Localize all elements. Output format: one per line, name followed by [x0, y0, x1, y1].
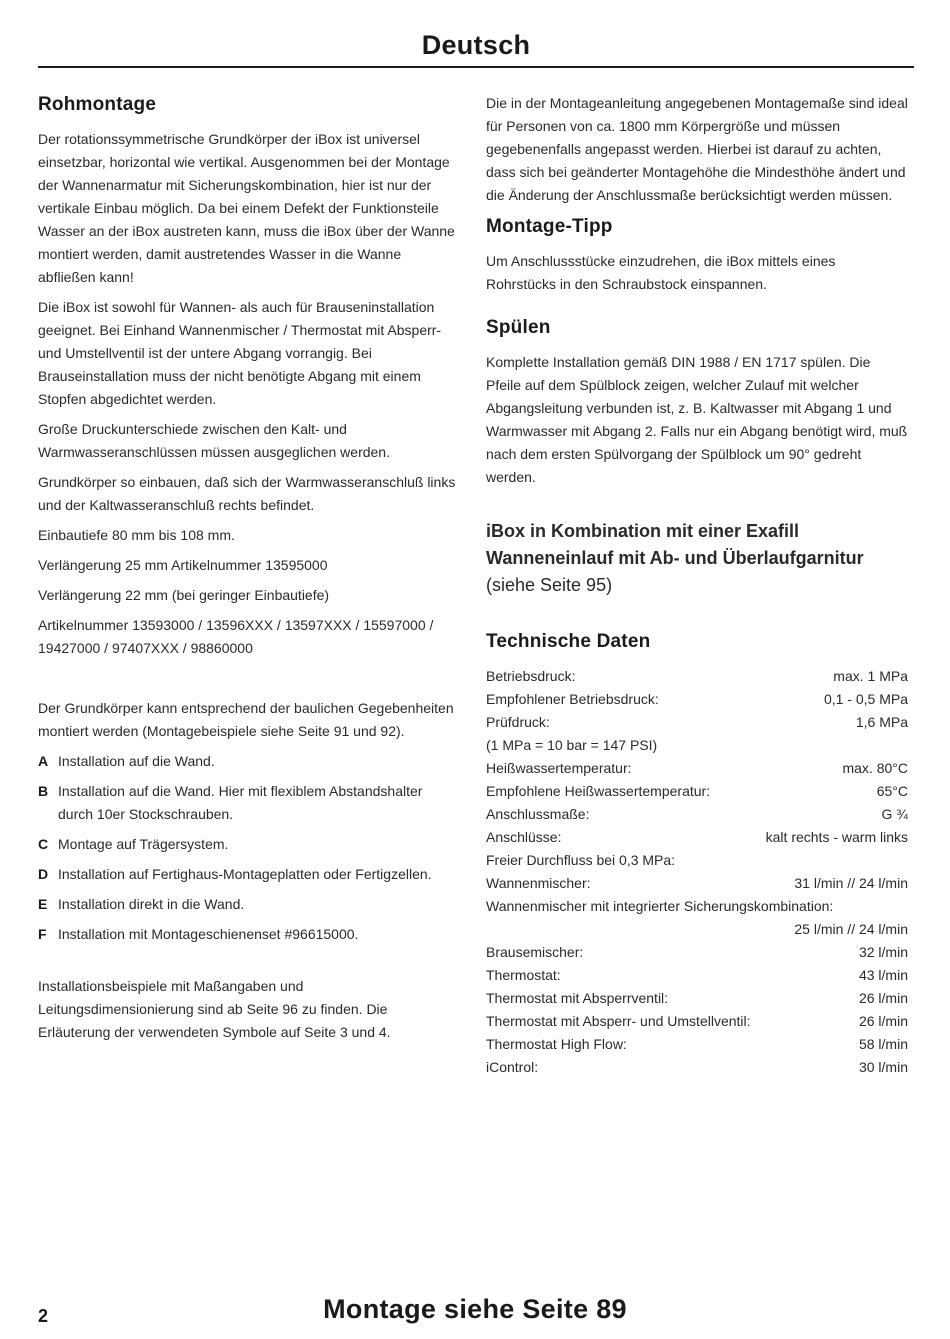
montagemasse-paragraph: Die in der Montageanleitung angegebenen Montagemaße sind ideal für Personen von ca. 1800 mm Körpergröße und müssen gegebenenfalls angepasst werden. Hierbei ist darauf zu achten, dass sich bei geänderter Montagehöhe die Mindesthöhe ändert und die Änderung der Anschlussmaße berücksichtigt werden müssen. — [486, 95, 908, 203]
tech-label: Thermostat mit Absperrventil: — [486, 990, 669, 1006]
tech-value: 43 l/min — [858, 967, 908, 983]
tech-value: 1,6 MPa — [855, 714, 908, 730]
table-row — [486, 826, 908, 849]
tech-label: Anschlussmaße: — [486, 806, 590, 822]
tech-label: Betriebsdruck: — [486, 668, 576, 684]
list-letter: F — [38, 926, 47, 942]
installation-list — [38, 750, 458, 946]
spuelen-heading: Spülen — [486, 317, 551, 338]
list-text: Installation auf Fertighaus-Montageplatten oder Fertigzellen. — [58, 866, 432, 882]
tech-label: Anschlüsse: — [486, 829, 562, 845]
table-row — [486, 780, 908, 803]
artikelnummern-text: Artikelnummer 13593000 / 13596XXX / 13597XXX / 15597000 / 19427000 / 97407XXX / 98860000 — [38, 617, 434, 656]
spacer — [486, 303, 908, 315]
tech-label: Wannenmischer: — [486, 875, 591, 891]
spacer — [38, 667, 458, 697]
tech-value: G ¾ — [881, 806, 908, 822]
spacer — [38, 953, 458, 975]
list-text: Installation auf die Wand. Hier mit flexiblem Abstandshalter durch 10er Stockschrauben. — [58, 783, 423, 822]
tech-label: Empfohlene Heißwassertemperatur: — [486, 783, 711, 799]
rohmontage-heading: Rohmontage — [38, 94, 157, 115]
tech-value: max. 1 MPa — [833, 668, 908, 684]
tech-note: (1 MPa = 10 bar = 147 PSI) — [486, 737, 658, 753]
list-item — [38, 863, 458, 886]
page-header — [38, 24, 914, 68]
tech-label: Wannenmischer mit integrierter Sicherungskombination: — [486, 898, 834, 914]
table-row — [486, 964, 908, 987]
left-column — [38, 92, 458, 1051]
list-item — [38, 780, 458, 826]
page-title: Deutsch — [421, 30, 531, 60]
tech-label: Thermostat: — [486, 967, 561, 983]
montage-tipp-heading: Montage-Tipp — [486, 216, 613, 237]
verlaengerung-22-text: Verlängerung 22 mm (bei geringer Einbautiefe) — [38, 587, 330, 603]
verlaengerung-25-text: Verlängerung 25 mm Artikelnummer 13595000 — [38, 557, 328, 573]
spacer — [486, 599, 908, 629]
tech-value: 58 l/min — [858, 1036, 908, 1052]
rohmontage-paragraph-1: Der rotationssymmetrische Grundkörper der iBox ist universel einsetzbar, horizontal wie vertikal. Ausgenommen bei der Montage der Wannenarmatur mit Sicherungskombination, hier ist nur der vertikale Einbau möglich. Da bei einem Defekt der Funktionsteile Wasser an der iBox austreten kann, muss die iBox über der Wanne montiert werden, damit austretendes Wasser in die Wanne abfließen kann! — [38, 131, 455, 285]
list-item — [38, 893, 458, 916]
rohmontage-paragraph-4: Grundkörper so einbauen, daß sich der Warmwasseranschluß links und der Kaltwasseranschluß rechts befindet. — [38, 474, 456, 513]
tech-value: 32 l/min — [858, 944, 908, 960]
montage-tipp-text: Um Anschlussstücke einzudrehen, die iBox mittels eines Rohrstücks in den Schraubstock einspannen. — [486, 253, 836, 292]
grundkoerper-paragraph: Der Grundkörper kann entsprechend der baulichen Gegebenheiten montiert werden (Montagebeispiele siehe Seite 91 und 92). — [38, 700, 454, 739]
list-text: Installation direkt in die Wand. — [58, 896, 245, 912]
technische-daten-table — [486, 665, 908, 1079]
ibox-kombination-heading — [486, 518, 908, 599]
tech-label: Brausemischer: — [486, 944, 584, 960]
tech-value: kalt rechts - warm links — [765, 829, 908, 845]
rohmontage-paragraph-3: Große Druckunterschiede zwischen den Kalt- und Warmwasseranschlüssen müssen ausgeglichen werden. — [38, 421, 390, 460]
table-row — [486, 1033, 908, 1056]
table-row — [486, 803, 908, 826]
tech-label: Thermostat High Flow: — [486, 1036, 627, 1052]
table-row — [486, 941, 908, 964]
list-item — [38, 833, 458, 856]
table-row — [486, 711, 908, 734]
table-row — [486, 918, 908, 941]
list-item — [38, 750, 458, 773]
ibox-kombination-reference: (siehe Seite 95) — [486, 575, 613, 595]
tech-value: 65°C — [876, 783, 908, 799]
list-item — [38, 923, 458, 946]
technische-daten-heading: Technische Daten — [486, 631, 651, 652]
tech-label: Empfohlener Betriebsdruck: — [486, 691, 659, 707]
footer-title: Montage siehe Seite 89 — [323, 1294, 627, 1324]
spuelen-text: Komplette Installation gemäß DIN 1988 / EN 1717 spülen. Die Pfeile auf dem Spülblock zeigen, welcher Zulauf mit welcher Abgangsleitung verbunden ist, z. B. Kaltwasser mit Abgang 1 und Warmwasser mit Abgang 2. Falls nur ein Abgang benötigt wird, muß nach dem ersten Spülvorgang der Spülblock um 90° gedreht werden. — [486, 354, 908, 485]
page-number: 2 — [38, 1306, 49, 1326]
tech-value: 26 l/min — [858, 990, 908, 1006]
table-row — [486, 734, 908, 757]
table-row — [486, 849, 908, 872]
tech-value: max. 80°C — [842, 760, 908, 776]
list-letter: B — [38, 783, 49, 799]
list-text: Montage auf Trägersystem. — [58, 836, 229, 852]
tech-label: Prüfdruck: — [486, 714, 550, 730]
rohmontage-paragraph-2: Die iBox ist sowohl für Wannen- als auch für Brauseninstallation geeignet. Bei Einhand Wannenmischer / Thermostat mit Absperr- und Umstellventil ist der untere Abgang vorrangig. Bei Brauseinstallation muss der nicht benötigte Abgang mit einem Stopfen abgedichtet werden. — [38, 299, 442, 407]
tech-label: iControl: — [486, 1059, 539, 1075]
table-row — [486, 665, 908, 688]
tech-label: Freier Durchfluss bei 0,3 MPa: — [486, 852, 676, 868]
ibox-kombination-bold: iBox in Kombination mit einer Exafill Wanneneinlauf mit Ab- und Überlaufgarnitur — [486, 521, 864, 568]
table-row — [486, 1010, 908, 1033]
list-letter: D — [38, 866, 49, 882]
tech-value: 31 l/min // 24 l/min — [794, 875, 908, 891]
list-letter: A — [38, 753, 49, 769]
list-text: Installation mit Montageschienenset #96615000. — [58, 926, 359, 942]
spacer — [486, 496, 908, 518]
tech-value: 26 l/min — [858, 1013, 908, 1029]
list-letter: E — [38, 896, 48, 912]
installationsbeispiele-paragraph: Installationsbeispiele mit Maßangaben und Leitungsdimensionierung sind ab Seite 96 zu finden. Die Erläuterung der verwendeten Symbole auf Seite 3 und 4. — [38, 978, 391, 1040]
table-row — [486, 987, 908, 1010]
list-text: Installation auf die Wand. — [58, 753, 215, 769]
einbautiefe-text: Einbautiefe 80 mm bis 108 mm. — [38, 527, 235, 543]
table-row — [486, 688, 908, 711]
table-row — [486, 757, 908, 780]
table-row — [486, 1056, 908, 1079]
right-column — [486, 92, 908, 1079]
tech-label: Heißwassertemperatur: — [486, 760, 632, 776]
tech-label — [486, 918, 760, 941]
tech-label: Thermostat mit Absperr- und Umstellventil: — [486, 1013, 751, 1029]
tech-value: 30 l/min — [858, 1059, 908, 1075]
table-row — [486, 895, 908, 918]
table-row — [486, 872, 908, 895]
tech-value: 0,1 - 0,5 MPa — [823, 691, 908, 707]
list-letter: C — [38, 836, 49, 852]
tech-value: 25 l/min // 24 l/min — [794, 921, 908, 937]
